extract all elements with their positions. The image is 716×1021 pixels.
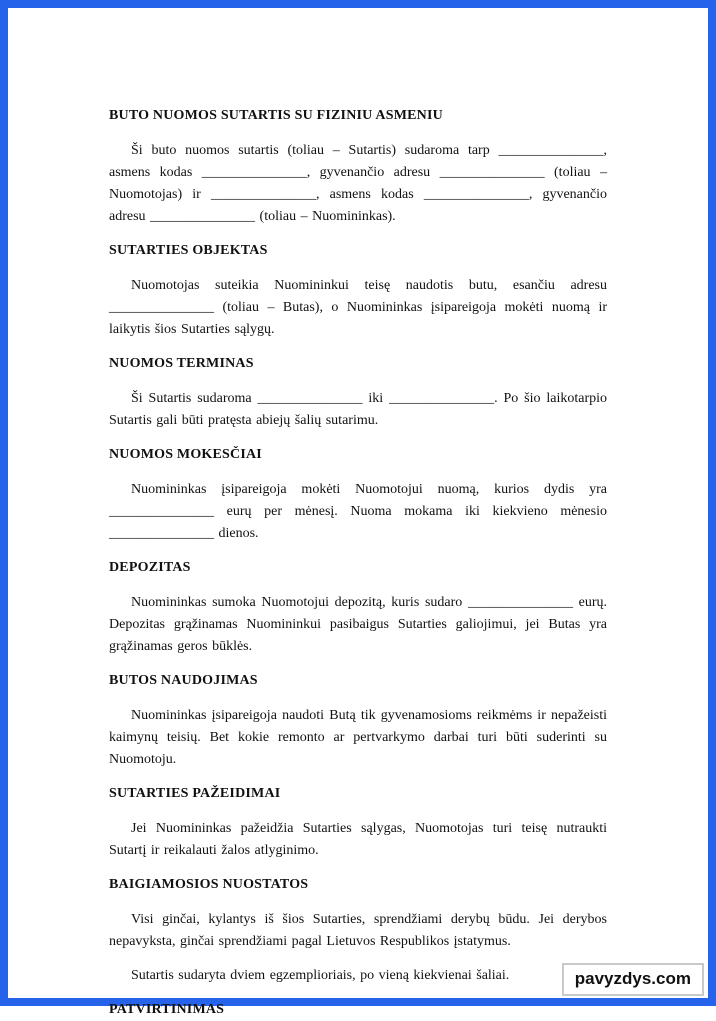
contract-section (109, 557, 607, 658)
section-paragraph: Ši Sutartis sudaroma _______________ iki _______________. Po šio laikotarpio Sutartis gali būti pratęsta abiejų šalių sutarimu. (109, 391, 607, 428)
contract-section (109, 874, 607, 987)
section-heading: NUOMOS TERMINAS (109, 356, 254, 371)
section-paragraph: Nuomininkas įsipareigoja naudoti Butą tik gyvenamosioms reikmėms ir nepažeisti kaimynų teisių. Bet kokie remonto ar pertvarkymo darbai turi būti suderinti su Nuomotoju. (109, 708, 607, 767)
section-heading: BAIGIAMOSIOS NUOSTATOS (109, 877, 309, 892)
section-paragraphs (109, 818, 607, 862)
contract-section (109, 999, 607, 1021)
section-paragraph: Nuomininkas įsipareigoja mokėti Nuomotojui nuomą, kurios dydis yra _______________ eurų per mėnesį. Nuoma mokama iki kiekvieno mėnesio _______________ dienos. (109, 482, 607, 541)
contract-section (109, 670, 607, 771)
section-heading: PATVIRTINIMAS (109, 1002, 225, 1017)
watermark-badge: pavyzdys.com (562, 963, 704, 996)
document-content (8, 8, 708, 1021)
section-heading: NUOMOS MOKESČIAI (109, 447, 262, 462)
section-paragraph: Sutartis sudaryta dviem egzemplioriais, po vieną kiekvienai šaliai. (131, 968, 510, 983)
section-paragraphs (109, 909, 607, 987)
contract-section (109, 353, 607, 432)
contract-section (109, 783, 607, 862)
contract-section (109, 444, 607, 545)
section-heading: BUTOS NAUDOJIMAS (109, 673, 258, 688)
section-heading: SUTARTIES OBJEKTAS (109, 243, 268, 258)
section-paragraph: Jei Nuomininkas pažeidžia Sutarties sąlygas, Nuomotojas turi teisę nutraukti Sutartį ir reikalauti žalos atlyginimo. (109, 821, 607, 858)
section-paragraph: Visi ginčai, kylantys iš šios Sutarties, sprendžiami derybų būdu. Jei derybos nepavyksta, ginčai sprendžiami pagal Lietuvos Respublikos įstatymus. (109, 912, 607, 949)
intro-paragraph: Ši buto nuomos sutartis (toliau – Sutartis) sudaroma tarp _______________, asmens kodas _______________, gyvenančio adresu _______________ (toliau – Nuomotojas) ir _______________, asmens kodas _______________, gyvenančio adresu _______________ (toliau – Nuomininkas). (109, 143, 607, 224)
sections-container (109, 240, 607, 1021)
section-paragraphs (109, 479, 607, 545)
section-heading: SUTARTIES PAŽEIDIMAI (109, 786, 281, 801)
document-title: BUTO NUOMOS SUTARTIS SU FIZINIU ASMENIU (109, 108, 443, 123)
contract-section (109, 240, 607, 341)
section-heading: DEPOZITAS (109, 560, 191, 575)
section-paragraphs (109, 705, 607, 771)
section-paragraphs (109, 275, 607, 341)
section-paragraphs (109, 592, 607, 658)
section-paragraphs (109, 388, 607, 432)
section-paragraph: Nuomotojas suteikia Nuomininkui teisę naudotis butu, esančiu adresu _______________ (toliau – Butas), o Nuomininkas įsipareigoja mokėti nuomą ir laikytis šios Sutarties sąlygų. (109, 278, 607, 337)
section-paragraph: Nuomininkas sumoka Nuomotojui depozitą, kuris sudaro _______________ eurų. Depozitas grąžinamas Nuomininkui pasibaigus Sutarties galiojimui, jei Butas yra grąžinamas geros būklės. (109, 595, 607, 654)
